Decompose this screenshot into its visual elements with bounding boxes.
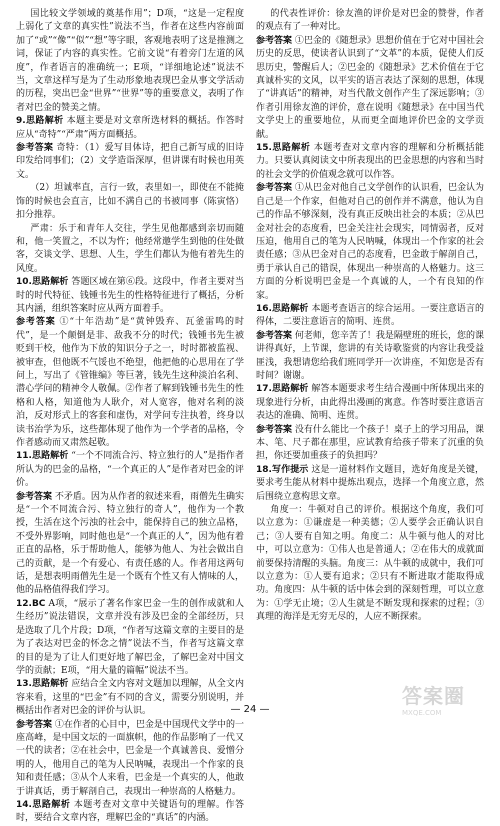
paragraph-text: 国比较文学领域的奠基作用”；D项，“这是一定程度上弱化了文章的真实性”说法不当，作者在这些内容前面加了“或”“像”“似”“想”等字眼，客观地表明了这是推测之词，保证了内容的真实性。它前文说“有着旁门左道的风度”，作者语言的准确统一；E项，“详细地论述”说法不当，文章这样写是为了生动形象地表现巴金从事文学活动的历程，突出巴金“世界”“世界”等的重要意义，表明了作者对巴金的赞美之情。	[16, 9, 244, 113]
paragraph-label: 参考答案	[16, 719, 53, 730]
paragraph-text: 角度一：牛顿对自己的评价。根据这个角度，我们可以立意为：①谦虚是一种美德；②人要学会正确认识自己；③人要有自知之明。角度二：从牛顿与他人的对比中，可以立意为：①伟人也是普通人；②在伟大的成就面前要保持清醒的头脑。角度三：从牛顿的成就中，我们可以立意为：①人要有追求；②只有不断进取才能取得成功。角度四：从牛顿的话中体会到的深刻哲理，可以立意为：①学无止境；②人生就是不断发现和探索的过程；③真理的海洋是无穷无尽的，人应不断探索。	[256, 505, 484, 623]
paragraph-text: 本题考查对文章中关键语句的理解。作答时，要结合文章内容，理解巴金的“真话”的内涵。	[16, 799, 244, 824]
paragraph-text: A项，“展示了著名作家巴金一生的创作成就和人生经历”说法错误，文章并没有涉及巴金的全部经历，只是选取了几个片段；D项，“作者写这篇文章的主要目的是为了表达对巴金的怀念之情”说法不当，作者写这篇文章的目的是为了让人们更好地了解巴金，了解巴金对中国文学的贡献；E项，“用大量的篇幅”说法不当。	[16, 598, 244, 676]
page-number-value: 24	[243, 704, 257, 715]
paragraph-label: 14.思路解析	[16, 799, 71, 810]
paragraph-text: ①在作者的心目中，巴金是中国现代文学中的一座高峰，是中国文坛的一面旗帜，他的作品影响了一代又一代的读者；②在社会中，巴金是一个真诚善良、爱憎分明的人，他用自己的笔为人民呐喊，表现出一个作家的良知和责任感；③从个人来看，巴金是一个真实的人，他敢于讲真话，勇于解剖自己，表现出一种崇高的人格魅力。	[16, 719, 244, 797]
left-column	[16, 8, 244, 824]
paragraph-text: 何老师，您辛苦了！我是隔壁班的班长，您的课讲得真好，上节课，您讲的有关诗歌鉴赏的内容让我受益匪浅，我想请您给我们班同学开一次讲座，不知您是否有时间？谢谢。	[256, 330, 484, 381]
paragraph-text: 不矛盾。因为从作者的叙述来看，雨僧先生确实是“一个不同流合污、特立独行的奇人”，他作为一个教授，生活在这个污浊的社会中，能保持自己的独立品格，不受外界影响，同时他也是“一个真正的人”，因为他有着正直的品格，乐于帮助他人，能够为他人、为社会做出自己的贡献，是一个有爱心、有责任感的人。作者用这两句话，是想表明雨僧先生是一个既有个性又有人情味的人，他的品格值得我们学习。	[16, 491, 244, 596]
paragraph-text: 应结合全文内容对文题加以理解，从全文内容来看，这里的“巴金”有不同的含义，需要分别说明，并概括出作者对巴金的评价与认识。	[16, 679, 244, 717]
paragraph-label: 9.思路解析	[16, 116, 64, 127]
paragraph-label: 参考答案	[256, 424, 293, 435]
paragraph	[256, 383, 484, 423]
watermark-logo	[402, 680, 492, 716]
paragraph	[256, 303, 484, 330]
paragraph	[16, 8, 244, 115]
paragraph-text: 这是一道材料作文题目，选好角度是关键，要求考生能从材料中提炼出观点，选择一个角度立意，然后围绕立意构思文章。	[256, 464, 484, 502]
paragraph	[256, 35, 484, 142]
paragraph	[256, 330, 484, 384]
paragraph	[256, 142, 484, 182]
paragraph-text: ①巴金的《随想录》思想价值在于它对中国社会历史的反思，使读者认识到了“文革”的本质，促使人们反思历史，警醒后人；②巴金的《随想录》艺术价值在于它真诚朴实的文风，以平实的语言表达了深刻的思想，体现了“讲真话”的精神，对当代散文创作产生了深远影响；③作者引用徐友渔的评价，意在说明《随想录》在中国当代文学史上的重要地位，从而更全面地评价巴金的文学贡献。	[256, 35, 484, 140]
paragraph	[16, 450, 244, 490]
paragraph-text: 本题考查对文章内容的理解和分析概括能力。只要认真阅读文中所表现出的巴金思想的内容和当时的社会文学的价值观念就可以作答。	[256, 143, 484, 180]
paragraph-label: 12.BC	[16, 598, 46, 609]
paragraph-label: 参考答案	[16, 143, 54, 154]
right-column	[256, 8, 484, 692]
paragraph-text: “一个不同流合污、特立独行的人”是指作者所认为的巴金的品格，“一个真正的人”是作者对巴金的评价。	[16, 451, 244, 489]
paragraph-text: ①从巴金对他自己文学创作的认识看，巴金认为自己是一个作家，但他对自己的创作并不满意，他认为自己的作品不够深刻，没有真正反映出社会的本质；②从巴金对社会的态度看，巴金关注社会现实，同情弱者，反对压迫，他用自己的笔为人民呐喊，体现出一个作家的社会责任感；③从巴金对自己的态度看，巴金敢于解剖自己，勇于承认自己的错误，体现出一种崇高的人格魅力。这三方面的分析说明巴金是一个真诚的人，一个有良知的作家。	[256, 183, 484, 301]
paragraph	[16, 491, 244, 598]
paragraph-label: 18.写作提示	[256, 464, 309, 475]
paragraph	[256, 182, 484, 303]
paragraph-text: 没有什么能比一个孩子！桌子上的学习用品，课本、笔、尺子都在那里，应试教育给孩子带来了沉重的负担，你还要加重孩子的负担吗？	[256, 424, 484, 462]
page-number: — 24 —	[230, 704, 270, 715]
paragraph	[256, 8, 484, 35]
paragraph-text: （2）坦诚率直，言行一致，表里如一，即使在不能掩饰的时候也会直言，比如不满自己的书被同事（陈寅恪）扣分推荐。	[16, 183, 244, 221]
paragraph-text: 本题主要是对文章所选材料的概括。作答时应从“奇特”“严肃”两方面概括。	[16, 116, 244, 140]
paragraph-text: 本题考查语言的综合运用。一要注意语言的得体，二要注意语言的简明、连贯。	[256, 303, 484, 328]
paragraph-text: 的代表性评价：徐友渔的评价是对巴金的赞誉，作者的观点有了一种对比。	[256, 9, 484, 33]
paragraph-text: 奇特：（1）爱写目体诗，把自己新写成的旧诗印发给同事们；（2）文学造诣深厚，但讲课有时候也用英文。	[16, 143, 244, 180]
paragraph-text: 解答本题要求考生结合漫画中所体现出来的现象进行分析，由此得出漫画的寓意。作答时要注意语言表达的准确、简明、连贯。	[256, 384, 484, 422]
paragraph-text: 答题区域在第⑥段。这段中，作者主要对当时的时代特征、钱锺书先生的性格特征进行了概括，分析其内涵，组织答案时应从两方面着手。	[16, 277, 244, 314]
watermark-text: 答案圈	[402, 684, 465, 708]
paragraph	[16, 316, 244, 450]
paragraph-text: ①“十年浩劫”是“黄钟毁弃、瓦釜雷鸣的时代”，是一个颠倒是非、敌我不分的时代；钱锺书先生被贬到干校，他作为下放的知识分子之一，时时都被监视、被审查，但他既不气馁也不绝望，他把他的心思用在了学问上，写出了《管锥编》等巨著，钱先生这种淡泊名利、潜心学问的精神令人敬佩。②作者了解到钱锺书先生的性格和人格，知道他为人耿介，对人宽容，他对名利的淡泊，反对形式上的客套和虚伪，对学问专注执着，终身以读书治学为乐，这些都体现了他作为一个学者的品格，令作者感动而又肃然起敬。	[16, 317, 244, 448]
paragraph	[16, 799, 244, 826]
paragraph-label: 10.思路解析	[16, 277, 69, 288]
paragraph-label: 15.思路解析	[256, 143, 311, 154]
paragraph	[256, 504, 484, 625]
paragraph-text: 严肃：乐于和青年人交往，学生见他都感到亲切而随和，他一笑置之，不以为忤；他经常邀学生到他的住处做客，交谈文学、思想、人生，学生们都认为他有着先生的风度。	[16, 223, 244, 274]
paragraph-label: 参考答案	[16, 491, 53, 502]
paragraph	[256, 464, 484, 504]
paragraph	[16, 276, 244, 316]
paragraph	[256, 424, 484, 464]
paragraph-label: 13.思路解析	[16, 679, 69, 690]
paragraph	[16, 223, 244, 277]
paragraph	[16, 182, 244, 222]
paragraph	[16, 115, 244, 142]
paragraph-label: 参考答案	[256, 330, 293, 341]
paragraph-label: 16.思路解析	[256, 303, 309, 314]
paragraph	[16, 598, 244, 678]
paragraph	[16, 719, 244, 799]
paragraph-label: 17.思路解析	[256, 384, 309, 395]
paragraph	[16, 142, 244, 182]
paragraph-label: 11.思路解析	[16, 451, 69, 462]
watermark-url: MXQE.COM	[402, 709, 442, 717]
paragraph-label: 参考答案	[256, 35, 293, 46]
paragraph-label: 参考答案	[16, 317, 56, 328]
paragraph-label: 参考答案	[256, 183, 293, 194]
